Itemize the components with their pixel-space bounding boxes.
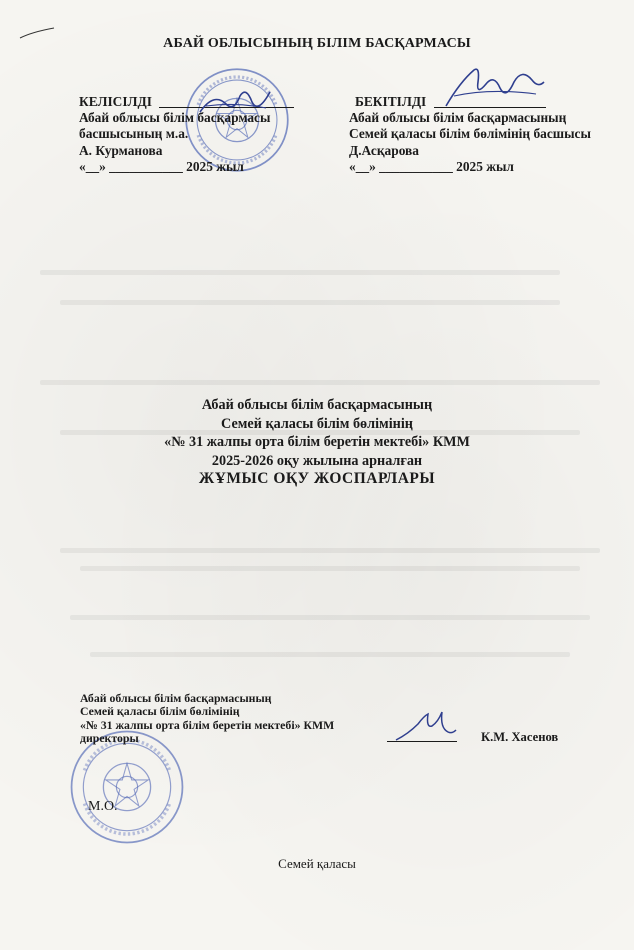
director-line3: «№ 31 жалпы орта білім беретін мектебі» КММ [80, 717, 335, 732]
bleed-through-line [40, 270, 560, 275]
title-line1: Абай облысы білім басқармасының [201, 397, 433, 413]
approval-right-name: Д.Асқарова [349, 142, 419, 158]
approval-left-title: КЕЛІСІЛДІ [79, 94, 152, 109]
stamp-place-label: М.О. [88, 799, 118, 814]
director-name: К.М. Хасенов [481, 730, 559, 744]
bleed-through-line [60, 548, 600, 553]
approval-right-line1: Абай облысы білім басқармасының [349, 110, 567, 126]
director-stamp-icon [68, 728, 186, 846]
approval-left-date-year: 2025 жыл [186, 158, 244, 174]
title-line3: «№ 31 жалпы орта білім беретін мектебі» КММ [164, 434, 470, 451]
approval-right-title: БЕКІТІЛДІ [355, 94, 427, 109]
signature-kurmanova-icon [196, 82, 276, 122]
director-block [80, 692, 334, 746]
director-line4: директоры [80, 731, 139, 746]
title-line4: 2025-2026 оқу жылына арналған [211, 452, 423, 469]
document-title-block [0, 396, 634, 489]
approval-left-line1: Абай облысы білім басқармасы [79, 110, 271, 126]
bleed-through-line [60, 300, 560, 305]
approval-right-date-prefix: «__» ___________ [349, 158, 453, 174]
approval-left-date-prefix: «__» ___________ [79, 158, 183, 174]
approval-left-name: А. Курманова [79, 142, 163, 158]
city-footer: Семей қаласы [278, 856, 356, 871]
director-line1: Абай облысы білім басқармасының [80, 691, 272, 705]
approval-right-line2: Семей қаласы білім бөлімінің басшысы [349, 126, 591, 142]
page-header: АБАЙ ОБЛЫСЫНЫҢ БІЛІМ БАСҚАРМАСЫ [163, 36, 471, 51]
signature-askarova-icon [440, 62, 550, 114]
approval-right-date-year: 2025 жыл [456, 158, 514, 174]
document-main-title: ЖҰМЫС ОҚУ ЖОСПАРЛАРЫ [198, 470, 436, 488]
approval-left-line2: басшысының м.а. [79, 126, 189, 142]
bleed-through-line [70, 615, 590, 620]
bleed-through-line [40, 380, 600, 385]
bleed-through-line [80, 566, 580, 571]
signature-hasenov-icon [392, 706, 462, 746]
title-line2: Семей қаласы білім бөлімінің [221, 415, 413, 432]
director-line2: Семей қаласы білім бөлімінің [80, 704, 240, 719]
bleed-through-line [90, 652, 570, 657]
